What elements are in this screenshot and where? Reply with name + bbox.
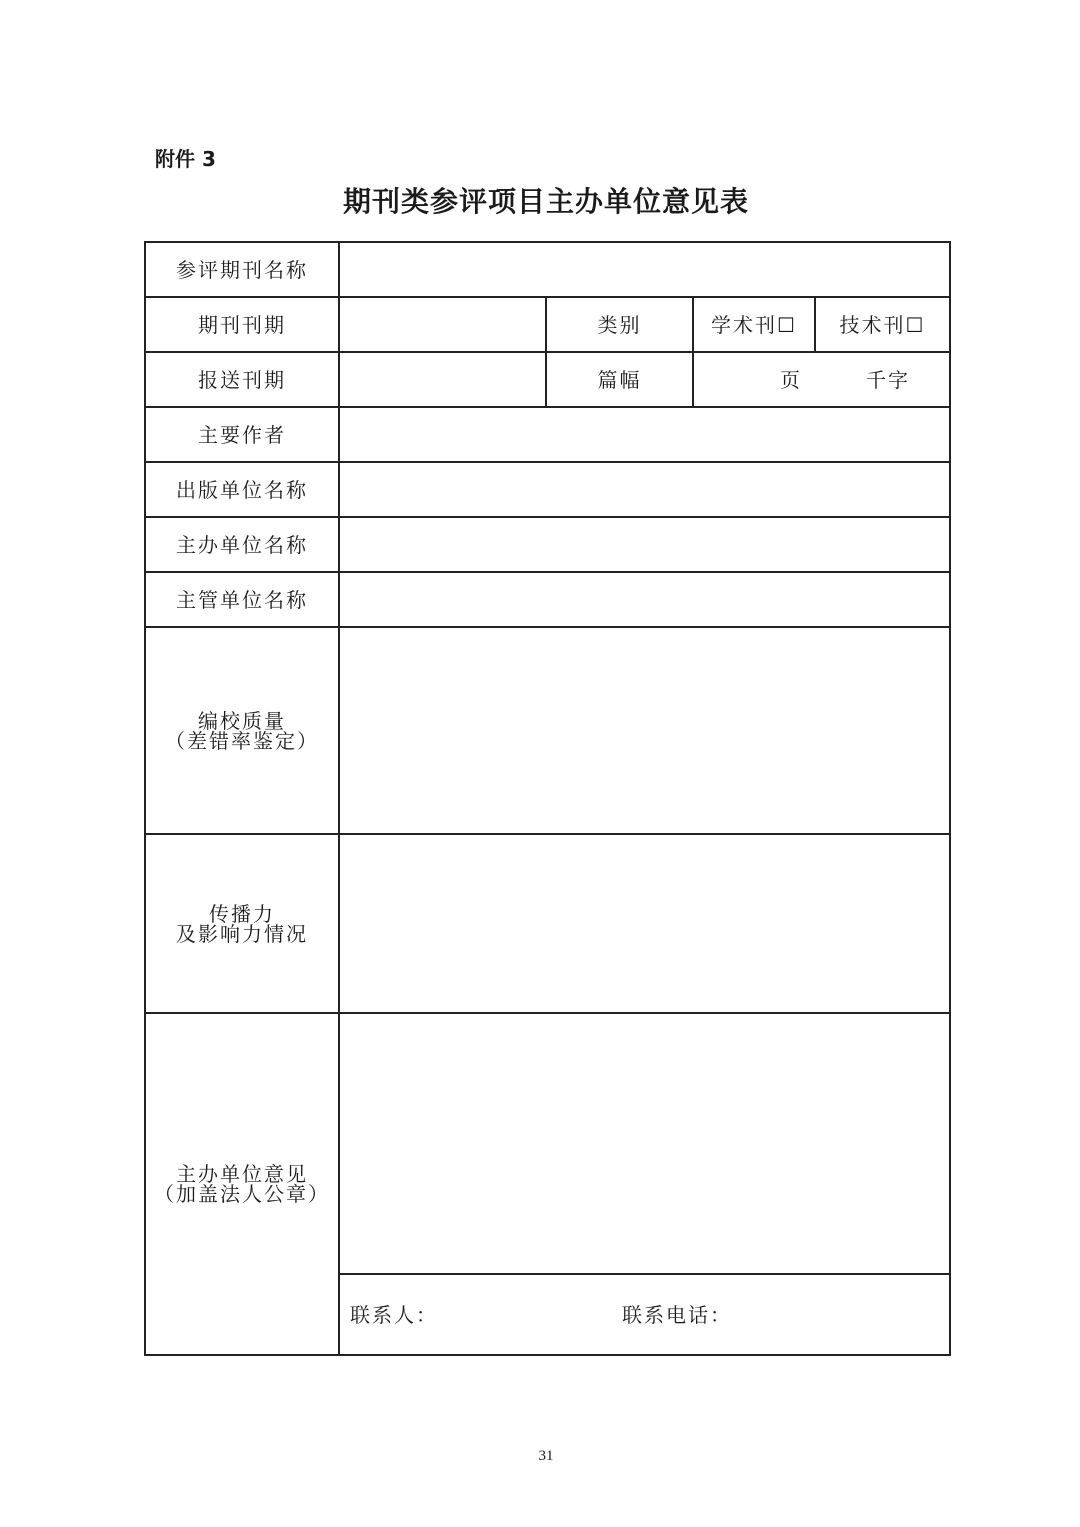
attachment-label: 附件 3: [155, 147, 216, 171]
editing-quality-label: 编校质量: [198, 708, 286, 733]
sponsor-opinion-input[interactable]: [340, 1014, 949, 1275]
technical-journal-checkbox[interactable]: 技术刊☐: [815, 297, 950, 352]
sponsor-field[interactable]: [339, 517, 950, 572]
contact-phone-label: 联系电话：: [622, 1302, 732, 1327]
page-number: 31: [538, 1448, 554, 1464]
supervisor-label: 主管单位名称: [145, 572, 339, 627]
submitted-issue-field[interactable]: [339, 352, 546, 407]
length-label: 篇幅: [546, 352, 693, 407]
length-field[interactable]: [693, 352, 950, 407]
publisher-field[interactable]: [339, 462, 950, 517]
kilo-chars-unit: 千字: [866, 367, 910, 392]
submitted-issue-label: 报送刊期: [145, 352, 339, 407]
contact-row: [340, 1275, 949, 1354]
editing-quality-field[interactable]: [339, 627, 950, 834]
journal-name-label: 参评期刊名称: [145, 242, 339, 297]
main-authors-label: 主要作者: [145, 407, 339, 462]
issue-label: 期刊刊期: [145, 297, 339, 352]
supervisor-field[interactable]: [339, 572, 950, 627]
sponsor-label: 主办单位名称: [145, 517, 339, 572]
opinion-form-table: [144, 241, 951, 1356]
category-label: 类别: [546, 297, 693, 352]
academic-journal-checkbox[interactable]: 学术刊☐: [693, 297, 815, 352]
publisher-label: 出版单位名称: [145, 462, 339, 517]
sponsor-opinion-field: [339, 1013, 950, 1355]
pages-unit: 页: [780, 367, 802, 392]
influence-sub: 及影响力情况: [176, 921, 308, 946]
influence-label: 传播力: [209, 901, 275, 926]
journal-name-field[interactable]: [339, 242, 950, 297]
influence-field[interactable]: [339, 834, 950, 1013]
sponsor-opinion-label: 主办单位意见: [176, 1162, 308, 1186]
editing-quality-cell: [145, 627, 339, 834]
editing-quality-sub: （差错率鉴定）: [165, 728, 319, 753]
form-title: 期刊类参评项目主办单位意见表: [342, 185, 749, 218]
influence-cell: [145, 834, 339, 1013]
main-authors-field[interactable]: [339, 407, 950, 462]
sponsor-opinion-cell: [145, 1013, 339, 1355]
contact-person-label: 联系人：: [350, 1302, 438, 1327]
sponsor-opinion-sub: （加盖法人公章）: [154, 1182, 330, 1206]
issue-field[interactable]: [339, 297, 546, 352]
